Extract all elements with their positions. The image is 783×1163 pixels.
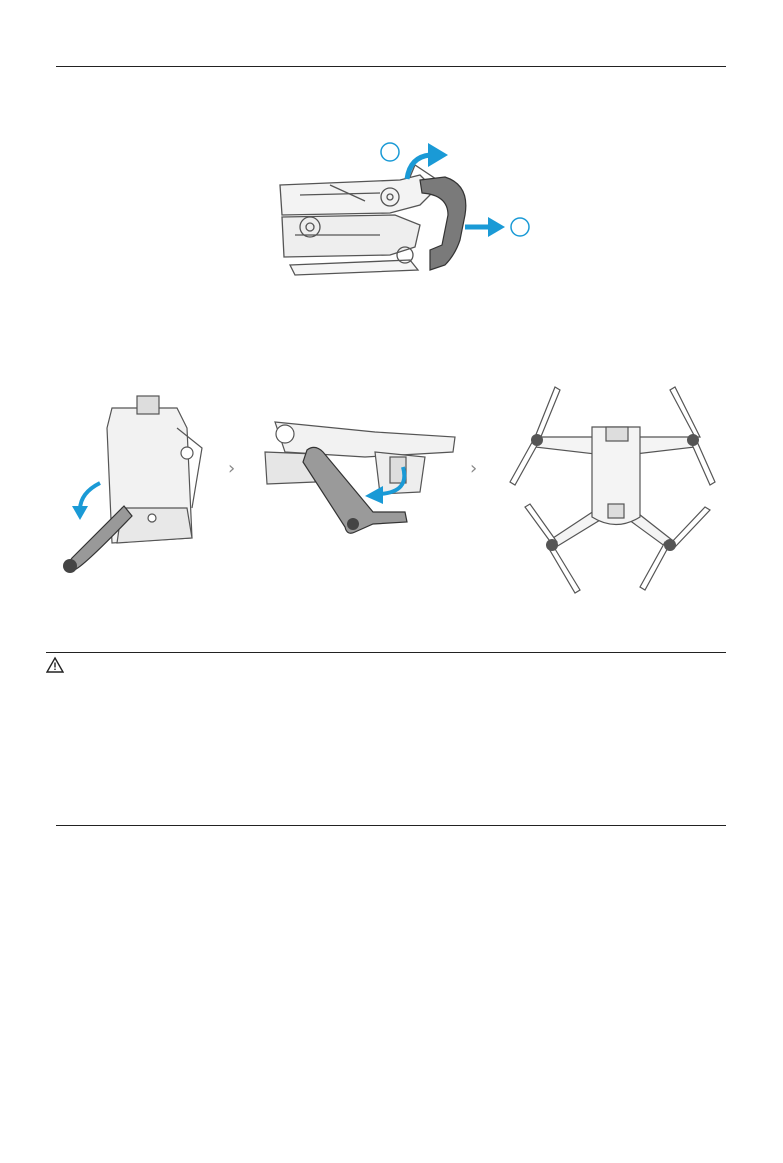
warning-bottom-rule — [56, 825, 726, 826]
step-circle-2 — [511, 218, 529, 236]
figure-unfold-rear-arm — [52, 388, 217, 578]
figure-unfold-front-arm — [255, 412, 465, 552]
chevron-right-icon: › — [470, 458, 478, 479]
arrow-rotate-down — [80, 483, 100, 510]
top-rule — [56, 66, 726, 67]
step-circle-1 — [381, 143, 399, 161]
figure-unfolded-aircraft — [500, 382, 732, 597]
warning-top-rule — [46, 652, 726, 653]
storage-cover — [420, 177, 466, 270]
chevron-right-icon: › — [228, 458, 236, 479]
figure-remove-storage-cover — [270, 135, 540, 285]
warning-triangle-icon — [46, 656, 64, 674]
